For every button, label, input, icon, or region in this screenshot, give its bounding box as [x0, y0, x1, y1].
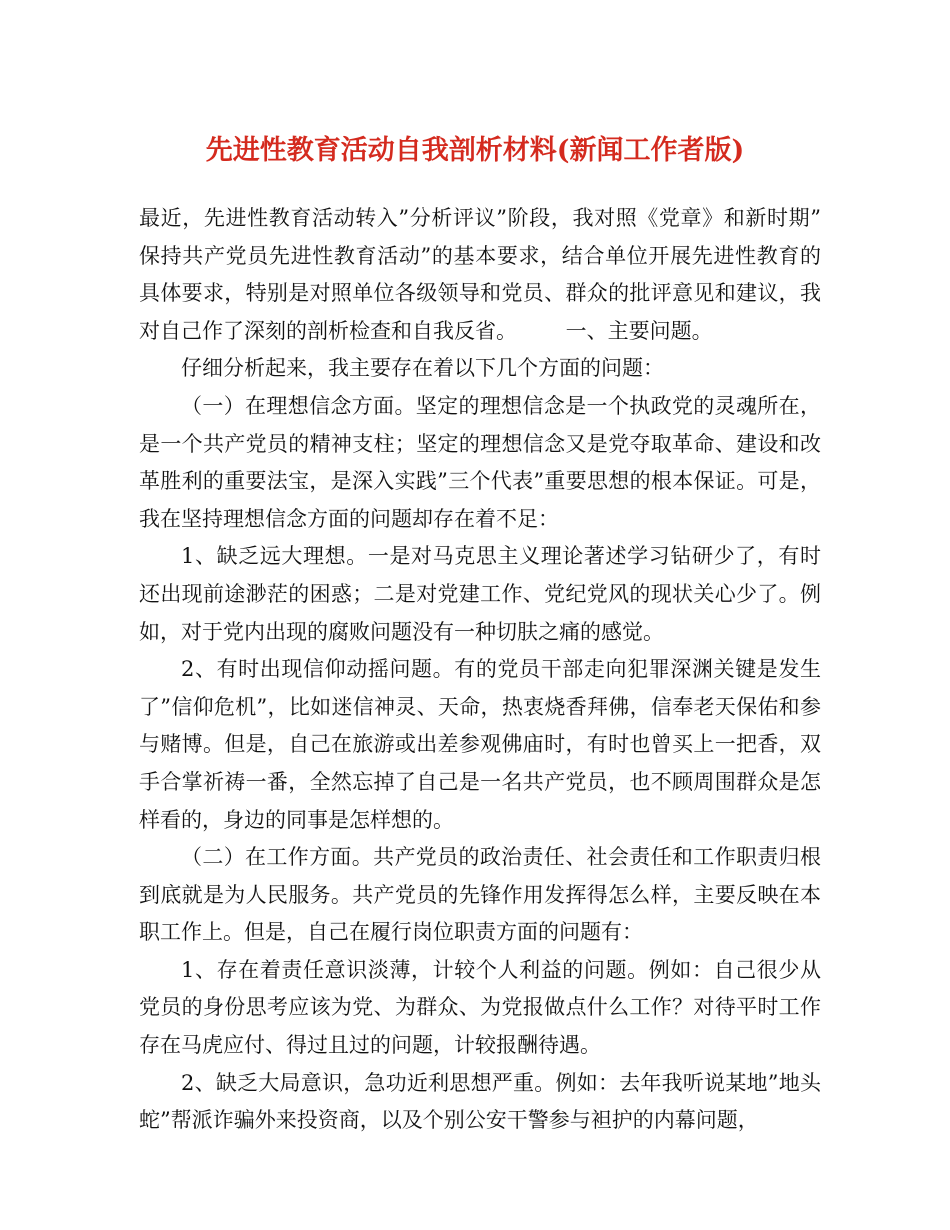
document-body — [139, 200, 821, 1140]
paragraph-intro: 最近，先进性教育活动转入”分析评议”阶段，我对照《党章》和新时期”保持共产党员先进性教育活动”的基本要求，结合单位开展先进性教育的具体要求，特别是对照单位各级领导和党员、群众的批评意见和建议，我对自己作了深刻的剖析检查和自我反省。 一、主要问题。 — [139, 206, 821, 343]
paragraph-ideals-item-1: 1、缺乏远大理想。一是对马克思主义理论著述学习钻研少了，有时还出现前途渺茫的困惑；二是对党建工作、党纪党风的现状关心少了。例如，对于党内出现的腐败问题没有一种切肤之痛的感觉。 — [139, 544, 821, 644]
paragraph-problems-intro: 仔细分析起来，我主要存在着以下几个方面的问题： — [181, 356, 664, 381]
paragraph-ideals-section: （一）在理想信念方面。坚定的理想信念是一个执政党的灵魂所在，是一个共产党员的精神支柱；坚定的理想信念又是党夺取革命、建设和改革胜利的重要法宝，是深入实践”三个代表”重要思想的根本保证。可是，我在坚持理想信念方面的问题却存在着不足： — [139, 393, 821, 531]
paragraph-work-section: （二）在工作方面。共产党员的政治责任、社会责任和工作职责归根到底就是为人民服务。共产党员的先锋作用发挥得怎么样，主要反映在本职工作上。但是，自己在履行岗位职责方面的问题有： — [139, 845, 821, 945]
paragraph-ideals-item-2: 2、有时出现信仰动摇问题。有的党员干部走向犯罪深渊关键是发生了”信仰危机”，比如迷信神灵、天命，热衷烧香拜佛，信奉老天保佑和参与赌博。但是，自己在旅游或出差参观佛庙时，有时也曾买上一把香，双手合掌祈祷一番，全然忘掉了自己是一名共产党员，也不顾周围群众是怎样看的，身边的同事是怎样想的。 — [139, 657, 821, 832]
paragraph-work-item-1: 1、存在着责任意识淡薄，计较个人利益的问题。例如：自己很少从党员的身份思考应该为党、为群众、为党报做点什么工作？对待平时工作存在马虎应付、得过且过的问题，计较报酬待遇。 — [139, 957, 821, 1058]
document-title: 先进性教育活动自我剖析材料(新闻工作者版) — [205, 135, 745, 166]
paragraph-work-item-2: 2、缺乏大局意识，急功近利思想严重。例如：去年我听说某地”地头蛇”帮派诈骗外来投资商，以及个别公安干警参与袒护的内幕问题， — [139, 1070, 821, 1133]
